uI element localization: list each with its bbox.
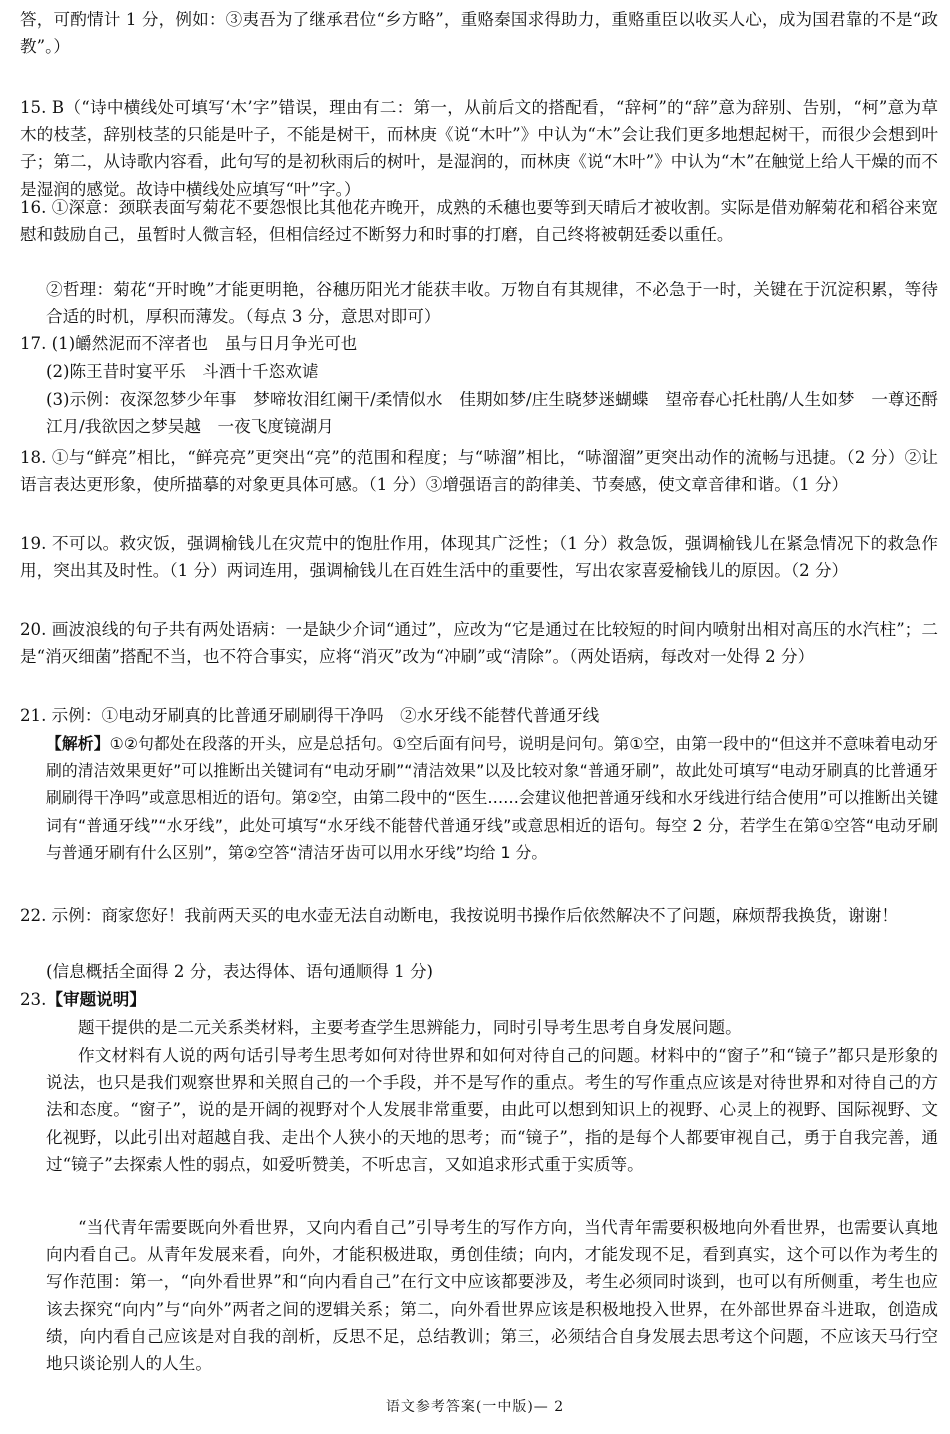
answer-15: 15. B（“诗中横线处可填写‘木’字”错误，理由有二：第一，从前后文的搭配看，“辞柯”的“辞”意为辞别、告别，“柯”意为草木的枝茎，辞别枝茎的只能是叶子，不能是树干，而林庚《说“木叶”》中认为“木”会让我们更多地想起树干，而很少会想到叶子；第二，从诗歌内容看，此句写的是初秋雨后的树叶，是湿润的，而林庚《说“木叶”》中认为“木”在触觉上给人干燥的而不是湿润的感觉。故诗中横线处应填写“叶”字。） bbox=[20, 98, 938, 199]
explanation-text: ①②句都处在段落的开头，应是总括句。①空后面有问号，说明是问句。第①空，由第一段中的“但这并不意味着电动牙刷的清洁效果更好”可以推断出关键词有“电动牙刷”“清洁效果”以及比较对象“普通牙刷”，故此处可填写“电动牙刷真的比普通牙刷刷得干净吗”或意思相近的语句。第②空，由第二段中的“医生……会建议他把普通牙线和水牙线进行结合使用”可以推断出关键词有“普通牙线”“水牙线”，此处可填写“水牙线不能替代普通牙线”或意思相近的语句。每空 2 分，若学生在第①空答“电动牙刷与普通牙刷有什么区别”，第②空答“清洁牙齿可以用水牙线”均给 1 分。 bbox=[46, 734, 938, 862]
answer-23-para3: “当代青年需要既向外看世界，又向内看自己”引导考生的写作方向，当代青年需要积极地向外看世界，也需要认真地向内看自己。从青年发展来看，向外，才能积极进取，勇创佳绩；向内，才能发现不足，看到真实，这个可以作为考生的写作范围：第一，“向外看世界”和“向内看自己”在行文中应该都要涉及，考生必须同时谈到，也可以有所侧重，考生也应该去探究“向内”与“向外”两者之间的逻辑关系；第二，向外看世界应该是积极地投入世界，在外部世界奋斗进取，创造成绩，向内看自己应该是对自我的剖析，反思不足，总结教训；第三，必须结合自身发展去思考这个问题，不应该天马行空地只谈论别人的人生。 bbox=[46, 1218, 938, 1374]
page-footer: 语文参考答案(一中版)— 2 bbox=[385, 1399, 565, 1415]
answer-23-para1: 题干提供的是二元关系类材料，主要考查学生思辨能力，同时引导考生思考自身发展问题。 bbox=[78, 1018, 742, 1037]
answer-16-part1: 16. ①深意：颈联表面写菊花不要怨恨比其他花卉晚开，成熟的禾穗也要等到天晴后才被收割。实际是借劝解菊花和稻谷来宽慰和鼓励自己，虽暂时人微言轻，但相信经过不断努力和时事的打磨，自己终将被朝廷委以重任。 bbox=[20, 198, 938, 245]
answer-21: 21. 示例：①电动牙刷真的比普通牙刷刷得干净吗 ②水牙线不能替代普通牙线 bbox=[20, 706, 600, 725]
answer-20: 20. 画波浪线的句子共有两处语病：一是缺少介词“通过”，应改为“它是通过在比较短的时间内喷射出相对高压的水汽柱”；二是“消灭细菌”搭配不当，也不符合事实，应将“消灭”改为“冲刷”或“清除”。（两处语病，每改对一处得 2 分） bbox=[20, 620, 938, 667]
answer-23-number: 23. bbox=[20, 990, 47, 1009]
explanation-label: 【解析】 bbox=[46, 734, 110, 753]
continuation-text: 答，可酌情计 1 分，例如：③夷吾为了继承君位“乡方略”，重赂秦国求得助力，重赂重臣以收买人心，成为国君靠的不是“政教”。） bbox=[20, 10, 938, 57]
review-label: 【审题说明】 bbox=[46, 989, 146, 1009]
answer-17-part1: 17. (1)皭然泥而不滓者也 虽与日月争光可也 bbox=[20, 334, 358, 353]
answer-22: 22. 示例：商家您好！我前两天买的电水壶无法自动断电，我按说明书操作后依然解决不了问题，麻烦帮我换货，谢谢！ bbox=[20, 906, 898, 925]
answer-19: 19. 不可以。救灾饭，强调榆钱儿在灾荒中的饱肚作用，体现其广泛性；（1 分）救急饭，强调榆钱儿在紧急情况下的救急作用，突出其及时性。（1 分）两词连用，强调榆钱儿在百姓生活中的重要性，写出农家喜爱榆钱儿的原因。（2 分） bbox=[20, 534, 938, 581]
answer-21-explanation bbox=[46, 730, 938, 866]
answer-22-scoring: (信息概括全面得 2 分，表达得体、语句通顺得 1 分) bbox=[46, 962, 434, 981]
answer-17-part2: (2)陈王昔时宴平乐 斗酒十千恣欢谑 bbox=[46, 362, 319, 381]
answer-23-para2: 作文材料有人说的两句话引导考生思考如何对待世界和如何对待自己的问题。材料中的“窗子”和“镜子”都只是形象的说法，也只是我们观察世界和关照自己的一个手段，并不是写作的重点。考生的写作重点应该是对待世界和对待自己的方法和态度。“窗子”，说的是开阔的视野对个人发展非常重要，由此可以想到知识上的视野、心灵上的视野、国际视野、文化视野，以此引出对超越自我、走出个人狭小的天地的思考；而“镜子”，指的是每个人都要审视自己，勇于自我完善，通过“镜子”去探索人性的弱点，如爱听赞美，不听忠言，又如追求形式重于实质等。 bbox=[46, 1046, 938, 1174]
answer-16-part2: ②哲理：菊花“开时晚”才能更明艳，谷穗历阳光才能获丰收。万物自有其规律，不必急于一时，关键在于沉淀积累，等待合适的时机，厚积而薄发。（每点 3 分，意思对即可） bbox=[46, 280, 938, 327]
answer-23-heading bbox=[20, 986, 938, 1013]
answer-18: 18. ①与“鲜亮”相比，“鲜亮亮”更突出“亮”的范围和程度；与“哧溜”相比，“哧溜溜”更突出动作的流畅与迅捷。（2 分）②让语言表达更形象，使所描摹的对象更具体可感。（1 分）③增强语言的韵律美、节奏感，使文章音律和谐。（1 分） bbox=[20, 448, 938, 495]
answer-17-part3: (3)示例：夜深忽梦少年事 梦啼妆泪红阑干/柔情似水 佳期如梦/庄生晓梦迷蝴蝶 望帝春心托杜鹃/人生如梦 一尊还酹江月/我欲因之梦吴越 一夜飞度镜湖月 bbox=[46, 390, 938, 437]
